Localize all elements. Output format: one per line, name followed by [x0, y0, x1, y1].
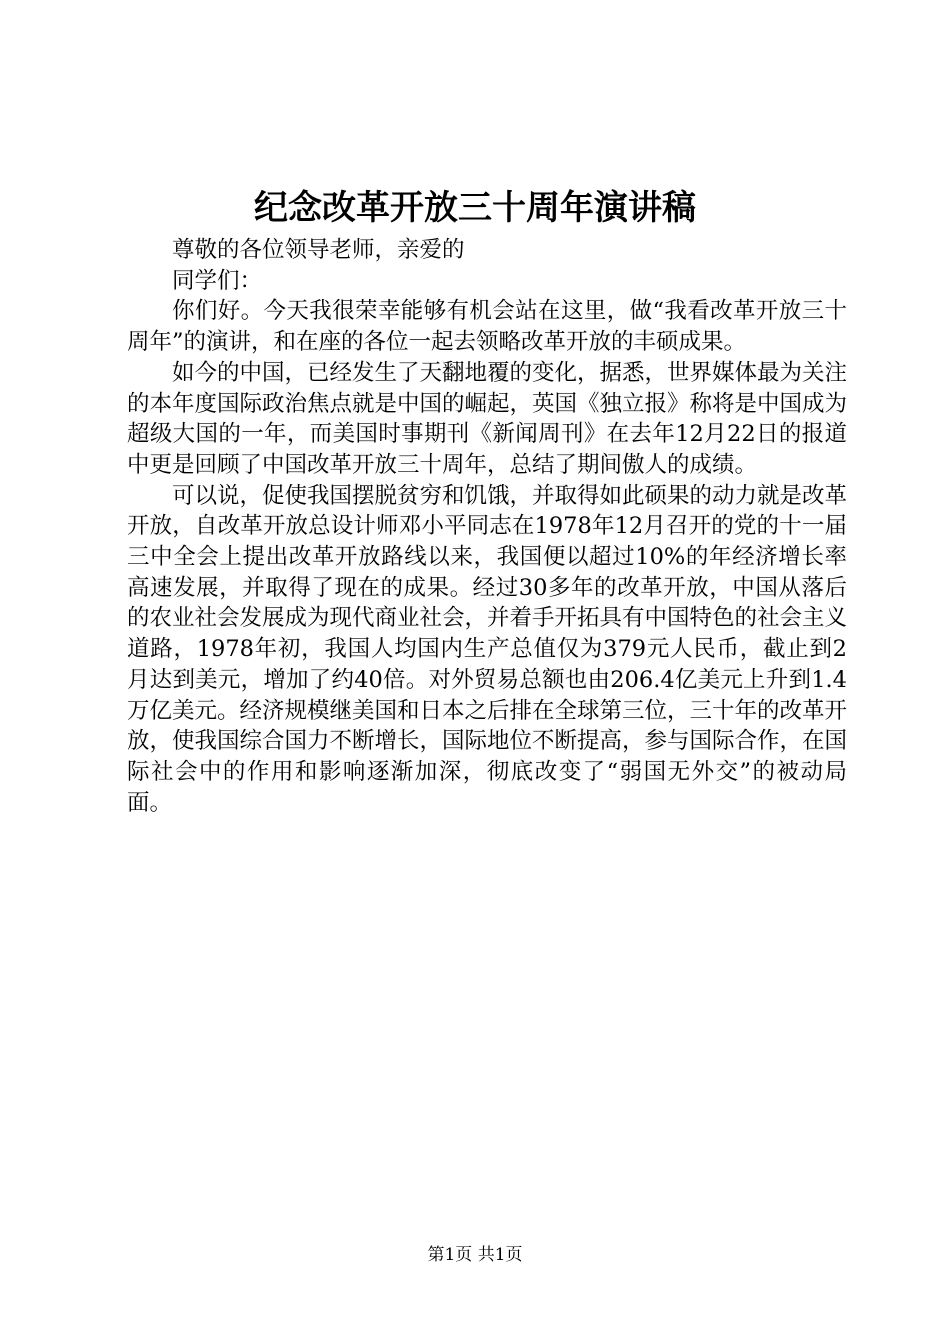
paragraph-china-today: 如今的中国，已经发生了天翻地覆的变化，据悉，世界媒体最为关注的本年度国际政治焦点就是中国的崛起，英国《独立报》称将是中国成为超级大国的一年，而美国时事期刊《新闻周刊》在去年12月22日的报道中更是回顾了中国改革开放三十周年，总结了期间傲人的成绩。 — [127, 359, 848, 478]
salutation-line-2: 同学们： — [172, 267, 263, 294]
paragraph-greeting: 你们好。今天我很荣幸能够有机会站在这里，做“我看改革开放三十周年”的演讲，和在座的各位一起去领略改革开放的丰硕成果。 — [127, 298, 847, 356]
paragraph-reform-achievements: 可以说，促使我国摆脱贫穷和饥饿，并取得如此硕果的动力就是改革开放，自改革开放总设计师邓小平同志在1978年12月召开的党的十一届三中全会上提出改革开放路线以来，我国便以超过10%的年经济增长率高速发展，并取得了现在的成果。经过30多年的改革开放，中国从落后的农业社会发展成为现代商业社会，并着手开拓具有中国特色的社会主义道路，1978年初，我国人均国内生产总值仅为379元人民币，截止到2月达到美元，增加了约40倍。对外贸易总额也由206.4亿美元上升到1.4万亿美元。经济规模继美国和日本之后排在全球第三位，三十年的改革开放，使我国综合国力不断增长，国际地位不断提高，参与国际合作，在国际社会中的作用和影响逐渐加深，彻底改变了“弱国无外交”的被动局面。 — [127, 482, 848, 816]
page-number-footer: 第1页 共1页 — [427, 1245, 523, 1265]
salutation-line-1: 尊敬的各位领导老师，亲爱的 — [172, 237, 465, 263]
document-body — [127, 235, 847, 818]
document-title: 纪念改革开放三十周年演讲稿 — [254, 188, 696, 228]
